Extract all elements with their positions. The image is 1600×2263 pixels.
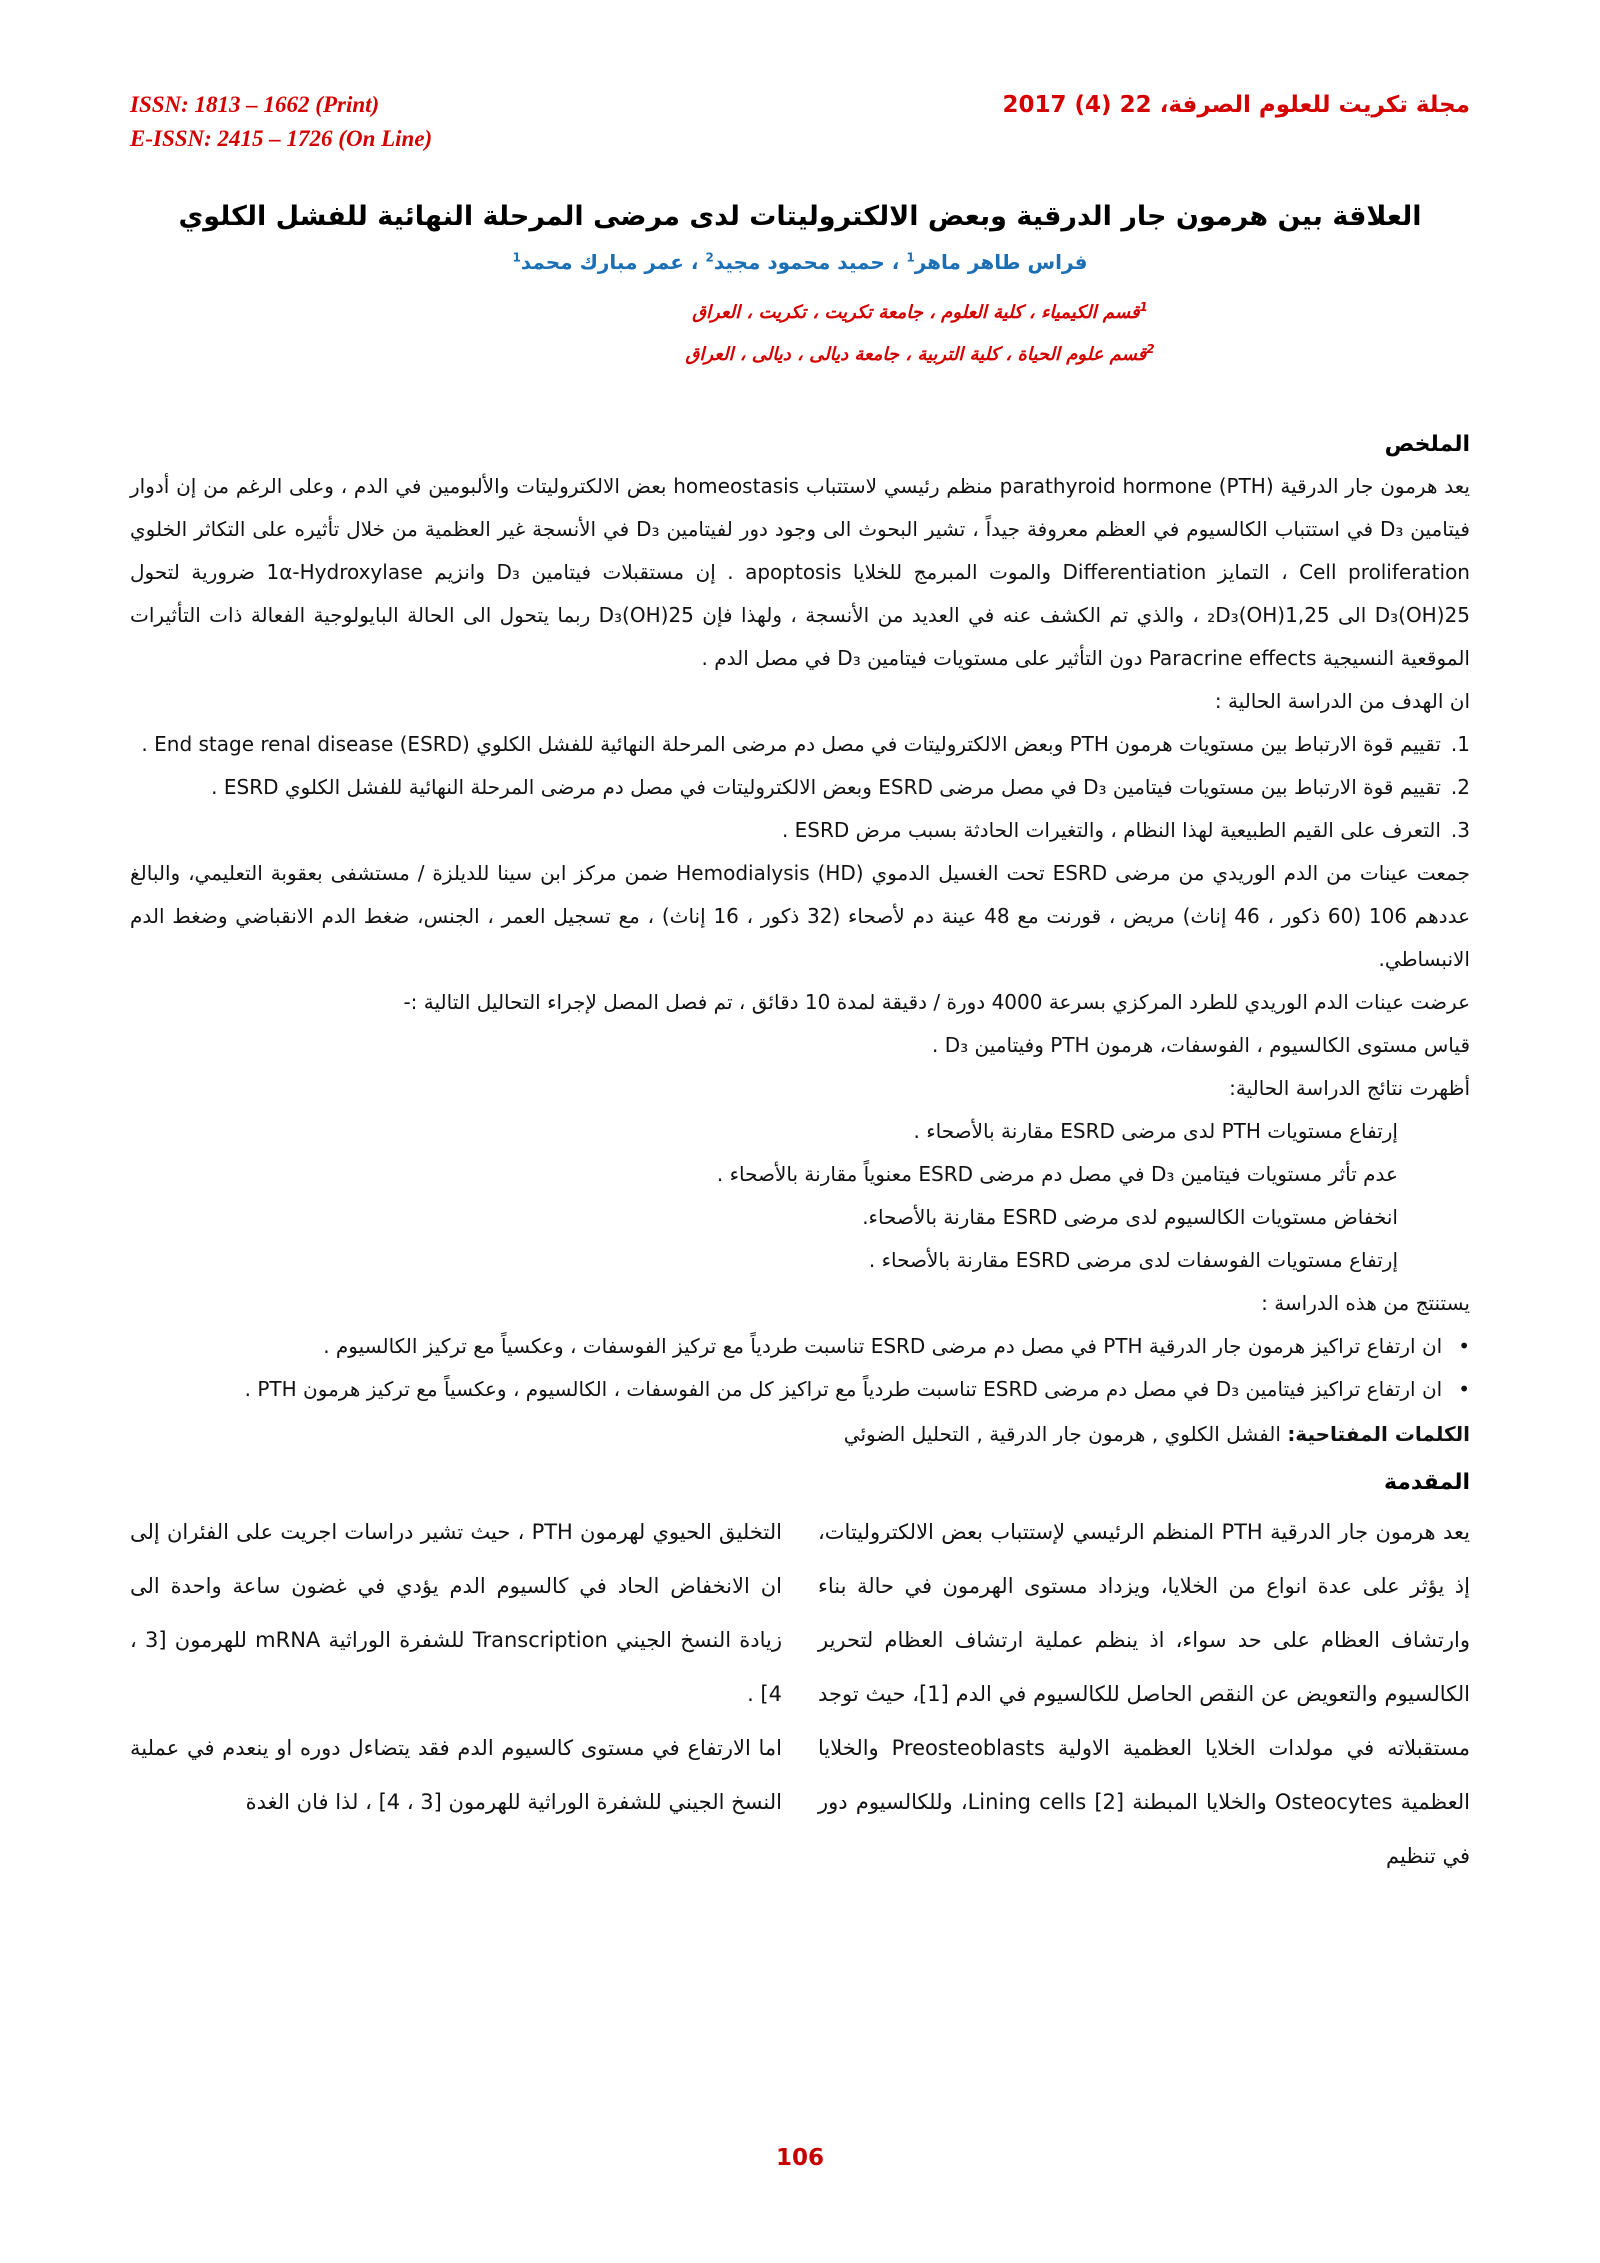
aim-item [130,723,1470,766]
introduction-columns [130,1505,1470,1883]
methods-paragraph: جمعت عينات من الدم الوريدي من مرضى ESRD تحت الغسيل الدموي Hemodialysis (HD) ضمن مركز ابن سينا للديلزة / مستشفى بعقوبة التعليمي، والبالغ عددهم 106 (60 ذكور ، 46 إناث) مريض ، قورنت مع 48 عينة دم لأصحاء (32 ذكور ، 16 إناث) ، مع تسجيل العمر ، الجنس، ضغط الدم الانقباضي وضغط الدم الانبساطي. [130,861,1471,971]
authors-line [130,250,1470,274]
intro-paragraph: اما الارتفاع في مستوى كالسيوم الدم فقد يتضاءل دوره او ينعدم في عملية النسخ الجيني للشفرة الوراثية للهرمون [3 ، 4] ، لذا فان الغدة [130,1736,782,1814]
affiliation-text: قسم الكيمياء ، كلية العلوم ، جامعة تكريت ، تكريت ، العراق [692,302,1140,323]
aim-item [130,809,1470,852]
aim-text: تقييم قوة الارتباط بين مستويات فيتامين D₃ في مصل مرضى ESRD وبعض الالكتروليتات في مصل دم مرضى المرحلة النهائية للفشل الكلوي ESRD . [211,775,1441,799]
affiliation-text: قسم علوم الحياة ، كلية التربية ، جامعة ديالى ، ديالى ، العراق [685,344,1147,365]
issn-print: ISSN: 1813 – 1662 (Print) [130,92,380,117]
affiliations [370,292,1470,376]
aims-lead: ان الهدف من الدراسة الحالية : [1214,689,1470,713]
conclusion-lead: يستنتج من هذه الدراسة : [1261,1291,1470,1315]
author-affil-sup: 1 [512,250,521,265]
bullet-marker: • [1458,1377,1470,1401]
aim-item [130,766,1470,809]
results-lead: أظهرت نتائج الدراسة الحالية: [1229,1076,1470,1100]
issn-block [130,88,432,156]
conclusion-text: ان ارتفاع تراكيز فيتامين D₃ في مصل دم مرضى ESRD تناسبت طردياً مع تراكيز كل من الفوسفات ، الكالسيوم ، وعكسياً مع تركيز هرمون PTH . [244,1377,1443,1401]
affiliation-sup: 2 [1146,342,1155,356]
conclusion-text: ان ارتفاع تراكيز هرمون جار الدرقية PTH في مصل دم مرضى ESRD تناسبت طردياً مع تركيز الفوسفات ، وعكسياً مع تركيز الكالسيوم . [323,1334,1443,1358]
author-name: حميد محمود مجيد [713,250,885,274]
intro-column-right [818,1505,1470,1883]
page-number: 106 [775,2145,824,2171]
conclusion-bullet [130,1325,1470,1368]
issn-online: E-ISSN: 2415 – 1726 (On Line) [130,126,433,151]
intro-column-left [130,1505,782,1883]
methods-paragraph: قياس مستوى الكالسيوم ، الفوسفات، هرمون PTH وفيتامين D₃ . [932,1033,1470,1057]
intro-paragraph: يعد هرمون جار الدرقية PTH المنظم الرئيسي لإستتباب بعض الالكتروليتات، إذ يؤثر على عدة انواع من الخلايا، ويزداد مستوى الهرمون في حالة بناء وارتشاف العظام على حد سواء، اذ ينظم عملية ارتشاف العظام لتحرير الكالسيوم والتعويض عن النقص الحاصل للكالسيوم في الدم [1]، حيث توجد مستقبلاته في مولدات الخلايا العظمية الاولية Preosteoblasts والخلايا العظمية Osteocytes والخلايا المبطنة Lining cells [2]، وللكالسيوم دور في تنظيم [818,1520,1471,1868]
affiliation-line [370,334,1470,376]
result-line: عدم تأثر مستويات فيتامين D₃ في مصل دم مرضى ESRD معنوياً مقارنة بالأصحاء . [716,1162,1398,1186]
aim-number: 3. [1450,818,1470,842]
article-title: العلاقة بين هرمون جار الدرقية وبعض الالكتروليتات لدى مرضى المرحلة النهائية للفشل الكلوي [178,201,1422,232]
keywords-label: الكلمات المفتاحية: [1287,1422,1470,1446]
result-line: إرتفاع مستويات PTH لدى مرضى ESRD مقارنة بالأصحاء . [913,1119,1398,1143]
page-header [130,88,1470,156]
abstract-heading: الملخص [1384,432,1470,457]
abstract-body [130,465,1470,1411]
intro-paragraph: التخليق الحيوي لهرمون PTH ، حيث تشير دراسات اجريت على الفئران إلى ان الانخفاض الحاد في كالسيوم الدم يؤدي في غضون ساعة واحدة الى زيادة النسخ الجيني Transcription للشفرة الوراثية mRNA للهرمون [3 ، 4] . [130,1520,783,1706]
bullet-marker: • [1458,1334,1470,1358]
abstract-paragraph: يعد هرمون جار الدرقية parathyroid hormone (PTH) منظم رئيسي لاستتباب homeostasis بعض الالكتروليتات والألبومين في الدم ، وعلى الرغم من إن أدوار فيتامين D₃ في استتباب الكالسيوم في العظم معروفة جيداً ، تشير البحوث الى وجود دور لفيتامين D₃ في الأنسجة غير العظمية من خلال تأثيره على التكاثر الخلوي Cell proliferation ، التمايز Differentiation والموت المبرمج للخلايا apoptosis . إن مستقبلات فيتامين D₃ وانزيم 1α-Hydroxylase ضرورية لتحول 25(OH)D₃ الى 1,25(OH)₂D₃ ، والذي تم الكشف عنه في العديد من الأنسجة ، ولهذا فإن 25(OH)D₃ ربما يتحول الى الحالة البايولوجية الفعالة ذات التأثيرات الموقعية النسيجية Paracrine effects دون التأثير على مستويات فيتامين D₃ في مصل الدم . [130,474,1470,670]
author-affil-sup: 2 [705,250,714,265]
aim-text: تقييم قوة الارتباط بين مستويات هرمون PTH وبعض الالكتروليتات في مصل دم مرضى المرحلة النهائية للفشل الكلوي End stage renal disease (ESRD) . [141,732,1441,756]
author-name: فراس طاهر ماهر [914,250,1088,274]
keywords-text: الفشل الكلوي , هرمون جار الدرقية , التحليل الضوئي [843,1422,1288,1446]
conclusion-bullet [130,1368,1470,1411]
author-affil-sup: 1 [906,250,915,265]
aim-text: التعرف على القيم الطبيعية لهذا النظام ، والتغيرات الحادثة بسبب مرض ESRD . [781,818,1441,842]
affiliation-line [370,292,1470,334]
affiliation-sup: 1 [1139,300,1148,314]
keywords-line [130,1413,1470,1456]
result-line: إرتفاع مستويات الفوسفات لدى مرضى ESRD مقارنة بالأصحاء . [868,1248,1398,1272]
journal-name: مجلة تكريت للعلوم الصرفة، 22 (4) 2017 [1002,92,1470,118]
aim-number: 1. [1450,732,1470,756]
aim-number: 2. [1450,775,1470,799]
author-separator: ، [884,250,907,274]
introduction-heading: المقدمة [1383,1470,1470,1495]
author-name: عمر مبارك محمد [520,250,684,274]
result-line: انخفاض مستويات الكالسيوم لدى مرضى ESRD مقارنة بالأصحاء. [862,1205,1398,1229]
methods-paragraph: عرضت عينات الدم الوريدي للطرد المركزي بسرعة 4000 دورة / دقيقة لمدة 10 دقائق ، تم فصل المصل لإجراء التحاليل التالية :- [403,990,1470,1014]
author-separator: ، [683,250,706,274]
